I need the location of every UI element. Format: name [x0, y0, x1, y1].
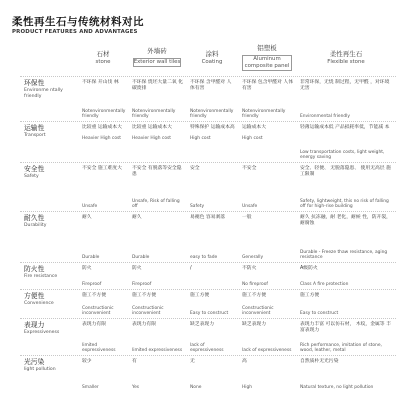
- cell-zh: 不安全 有脱落等安全隐患: [132, 166, 182, 177]
- table-cell: [128, 163, 186, 211]
- row-label-zh: 表现力: [24, 321, 45, 329]
- table-cell: [78, 212, 128, 262]
- table-cell: [78, 122, 128, 162]
- cell-en: Notenvironmentally friendly: [132, 108, 176, 119]
- cell-en: Safety, lightweight, this no risk of falling off for high-rise building: [300, 198, 389, 209]
- cell-en: limited expressiveness: [82, 342, 116, 353]
- cell-en: Class A fire protection: [300, 281, 349, 287]
- header-label-zh: 铝塑板: [257, 43, 277, 52]
- cell-en: Heavier High cost: [82, 136, 122, 141]
- table-cell: [128, 290, 186, 318]
- header-label-zh: 外墙砖: [147, 47, 167, 55]
- cell-zh: 无: [190, 359, 195, 364]
- cell-en: Generally: [242, 254, 264, 260]
- row-label-zh: 环保性: [24, 79, 45, 87]
- header-label-en: Flexible stone: [327, 59, 365, 65]
- cell-en: Constructionic inconvenient: [132, 305, 164, 316]
- table-cell: [238, 356, 296, 392]
- cell-zh: 耐久: [132, 215, 142, 220]
- cell-zh: 易褪色 容易剥落: [190, 215, 226, 220]
- table-cell: [186, 77, 238, 121]
- cell-en: limited expressiveness: [132, 347, 183, 353]
- cell-zh: 不环保 含甲醛对 人体有害: [190, 80, 232, 91]
- row-label-en: Convenience: [24, 301, 54, 306]
- cell-en: Easy to construct: [190, 310, 229, 316]
- row-label-zh: 耐久性: [24, 214, 45, 222]
- cell-en: Unsafe, Risk of falling off: [132, 198, 180, 209]
- table-cell: [296, 212, 396, 262]
- cell-en: Fireproof: [132, 281, 152, 287]
- row-label-zh: 安全性: [24, 165, 45, 173]
- header-label-en: stone: [95, 59, 111, 65]
- cell-en: Rich performance, imitation of stone, wood, leather, metal: [300, 342, 382, 353]
- cell-en: Durable: [82, 254, 100, 260]
- row-label-en: Environme ntally friendly: [24, 88, 63, 99]
- page-subtitle: PRODUCT FEATURES AND ADVANTAGES: [12, 29, 138, 35]
- cell-zh: 防火: [82, 266, 92, 271]
- cell-en: None: [190, 384, 202, 390]
- table-cell: [78, 356, 128, 392]
- table-cell: [296, 77, 396, 121]
- cell-zh: 施工不方便: [82, 293, 106, 298]
- cell-en: No fireproof: [242, 281, 268, 287]
- cell-zh: A级防火: [300, 266, 318, 271]
- row-label: [20, 263, 78, 289]
- row-label: [20, 319, 78, 355]
- cell-zh: 施工方便: [190, 293, 210, 298]
- table-cell: [296, 163, 396, 211]
- cell-en: Constructionic inconvenient: [242, 305, 274, 316]
- table-row: [20, 356, 396, 392]
- cell-zh: 有: [132, 359, 137, 364]
- cell-en: High: [242, 384, 253, 390]
- header-corner: [20, 40, 78, 76]
- cell-zh: 表现力丰富 可以仿石材， 木纹，金属等 丰富表现力: [300, 322, 391, 333]
- cell-zh: 防火: [132, 266, 142, 271]
- cell-zh: 耐久: [82, 215, 92, 220]
- cell-en: Durable: [132, 254, 150, 260]
- cell-en: Unsafe: [242, 203, 258, 209]
- table-cell: [296, 290, 396, 318]
- header-label-zh: 柔性再生石: [329, 50, 363, 58]
- cell-en: Safety: [190, 203, 205, 209]
- cell-zh: 缺乏表现力: [242, 322, 266, 327]
- table-row: [20, 290, 396, 319]
- cell-zh: 表现力有限: [132, 322, 156, 327]
- table-cell: [296, 263, 396, 289]
- cell-zh: 比较重 运输成本大: [132, 125, 172, 130]
- header-aluminum-panel: [238, 40, 296, 76]
- table-cell: [128, 263, 186, 289]
- cell-zh: 不防火: [242, 266, 257, 271]
- cell-zh: 一般: [242, 215, 252, 220]
- cell-zh: 施工方便: [300, 293, 320, 298]
- header-stone: [78, 40, 128, 76]
- table-row: [20, 319, 396, 356]
- cell-en: Low transportation costs, light weight, energy saving: [300, 149, 385, 160]
- table-cell: [186, 319, 238, 355]
- table-cell: [128, 77, 186, 121]
- cell-zh: 非常环保，无烧 制过程，无甲醛 ，对环境无害: [300, 80, 390, 91]
- cell-zh: 较少: [82, 359, 92, 364]
- row-label: [20, 212, 78, 262]
- cell-zh: 不环保 包含甲醛对 人体有害: [242, 80, 294, 91]
- cell-en: Unsafe: [82, 203, 98, 209]
- cell-zh: /: [190, 266, 192, 271]
- table-row: [20, 212, 396, 263]
- cell-zh: 施工不方便: [242, 293, 266, 298]
- table-cell: [128, 356, 186, 392]
- table-cell: [78, 290, 128, 318]
- table-cell: [78, 263, 128, 289]
- cell-zh: 不环保 烧坯大量二氧 化碳废排: [132, 80, 184, 91]
- row-label: [20, 290, 78, 318]
- table-cell: [128, 212, 186, 262]
- row-label-zh: 运输性: [24, 124, 45, 132]
- table-cell: [296, 319, 396, 355]
- header-wall-tiles: [128, 40, 186, 76]
- header-label-en: Coating: [201, 59, 223, 65]
- row-label: [20, 163, 78, 211]
- cell-zh: 自然质朴无光污染: [300, 359, 339, 364]
- table-cell: [238, 319, 296, 355]
- cell-en: Yes: [132, 384, 140, 390]
- cell-zh: 特殊保护 运输成本高: [190, 125, 235, 130]
- row-label: [20, 356, 78, 392]
- cell-en: Constructionic inconvenient: [82, 305, 114, 316]
- table-cell: [238, 77, 296, 121]
- table-cell: [238, 163, 296, 211]
- table-cell: [186, 356, 238, 392]
- cell-zh: 轻薄运输成本低 产品损耗率低，节能减 本: [300, 125, 390, 130]
- cell-en: Notenvironmentally friendly: [190, 108, 234, 119]
- table-row: [20, 77, 396, 122]
- table-cell: [78, 319, 128, 355]
- cell-zh: 安全: [190, 166, 200, 171]
- row-label-zh: 方便性: [24, 292, 45, 300]
- row-label-zh: 防火性: [24, 265, 45, 273]
- row-label-zh: 光污染: [24, 358, 45, 366]
- header-label-en: Exterior wall tiles: [133, 59, 181, 65]
- table-cell: [128, 319, 186, 355]
- header-flexible-stone: [296, 40, 396, 76]
- comparison-table: [20, 40, 396, 392]
- cell-en: Environmental friendly: [300, 113, 351, 119]
- cell-en: Fireproof: [82, 281, 102, 287]
- table-cell: [186, 290, 238, 318]
- table-cell: [186, 122, 238, 162]
- cell-zh: 比较重 运输成本大: [82, 125, 122, 130]
- cell-zh: 不环保 开山伐 林: [82, 80, 119, 85]
- row-label: [20, 77, 78, 121]
- cell-en: Easy to construct: [300, 310, 339, 316]
- cell-en: Heavier High cost: [132, 136, 172, 141]
- header-label-zh: 石材: [96, 50, 110, 58]
- table-cell: [238, 122, 296, 162]
- row-label-en: Expressiveness: [24, 330, 60, 335]
- table-row: [20, 163, 396, 212]
- header-label-en: Aluminum composite panel: [242, 55, 292, 71]
- cell-zh: 不安全 施工难度大: [82, 166, 122, 171]
- cell-zh: 运输成本大: [242, 125, 266, 130]
- row-label-en: Durability: [24, 223, 47, 228]
- table-cell: [186, 263, 238, 289]
- table-cell: [128, 122, 186, 162]
- cell-en: High cost: [190, 136, 211, 141]
- row-label-en: light pollution: [24, 367, 56, 372]
- table-cell: [296, 122, 396, 162]
- table-cell: [78, 163, 128, 211]
- table-header-row: [20, 40, 396, 77]
- table-cell: [238, 263, 296, 289]
- table-cell: [238, 212, 296, 262]
- cell-zh: 耐久 抗冻融，耐 老化，耐候 性，防开裂， 耐腐蚀: [300, 215, 391, 226]
- cell-en: lack of expressiveness: [190, 342, 224, 353]
- cell-zh: 不安全: [242, 166, 257, 171]
- cell-zh: 施工不方便: [132, 293, 156, 298]
- cell-en: High cost: [242, 136, 263, 141]
- header-coating: [186, 40, 238, 76]
- row-label-en: Transport: [24, 133, 46, 138]
- table-cell: [296, 356, 396, 392]
- cell-en: Smaller: [82, 384, 99, 390]
- cell-en: lack of expressiveness: [242, 347, 292, 353]
- header-label-zh: 涂料: [205, 50, 219, 58]
- table-row: [20, 122, 396, 163]
- cell-zh: 安全、轻便、 无脱落隐患、 使用无高层 施工限制: [300, 166, 391, 177]
- cell-en: Natural texture, no light pollution: [300, 384, 374, 390]
- cell-zh: 高: [242, 359, 247, 364]
- cell-en: Notenvironmentally friendly: [82, 108, 126, 119]
- table-cell: [78, 77, 128, 121]
- row-label: [20, 122, 78, 162]
- row-label-en: Fire resistance: [24, 274, 58, 279]
- cell-zh: 缺乏表现力: [190, 322, 214, 327]
- table-cell: [238, 290, 296, 318]
- table-cell: [186, 212, 238, 262]
- cell-en: Notenvironmentally friendly: [242, 108, 286, 119]
- cell-en: easy to fade: [190, 254, 218, 260]
- page-title: 柔性再生石与传统材料对比: [12, 16, 144, 28]
- cell-en: Durable - Freeze thaw resistance, aging resistance: [300, 249, 388, 260]
- cell-zh: 表现力有限: [82, 322, 106, 327]
- table-cell: [186, 163, 238, 211]
- table-row: [20, 263, 396, 290]
- row-label-en: Safety: [24, 174, 39, 179]
